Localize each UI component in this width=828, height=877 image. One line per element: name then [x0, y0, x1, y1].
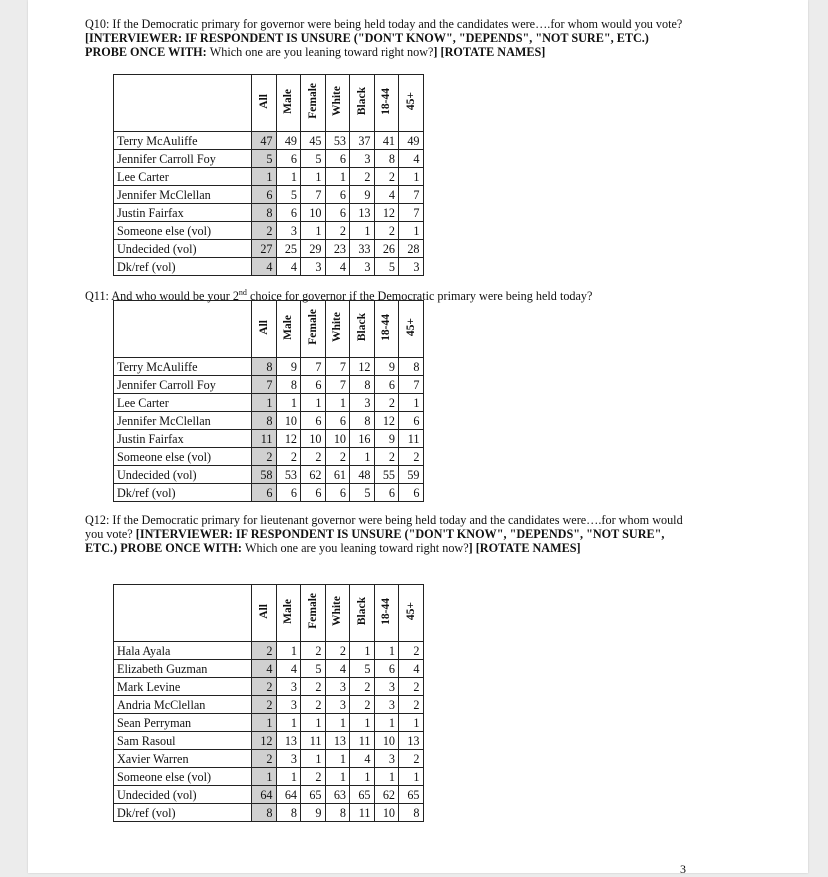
value-cell: 2 — [325, 222, 350, 240]
value-cell: 62 — [374, 786, 399, 804]
value-cell: 6 — [301, 376, 326, 394]
column-header — [301, 75, 326, 132]
value-cell: 2 — [399, 678, 424, 696]
row-label: Jennifer McClellan — [114, 186, 252, 204]
value-cell: 1 — [325, 750, 350, 768]
value-cell: 8 — [252, 804, 277, 822]
column-header — [350, 585, 375, 642]
value-cell: 1 — [399, 714, 424, 732]
column-header-label: 45+ — [404, 601, 417, 621]
value-cell: 1 — [301, 750, 326, 768]
value-cell: 7 — [399, 186, 424, 204]
table-row — [114, 642, 424, 660]
value-cell: 5 — [350, 660, 375, 678]
value-cell: 4 — [350, 750, 375, 768]
value-cell: 9 — [350, 186, 375, 204]
row-label: Jennifer Carroll Foy — [114, 150, 252, 168]
value-cell: 9 — [276, 358, 301, 376]
value-cell: 8 — [276, 376, 301, 394]
value-cell: 12 — [374, 412, 399, 430]
value-cell: 6 — [301, 484, 326, 502]
value-cell: 4 — [399, 150, 424, 168]
column-header — [252, 301, 277, 358]
row-label: Sam Rasoul — [114, 732, 252, 750]
column-header-label: Male — [282, 598, 295, 624]
table-row — [114, 804, 424, 822]
value-cell: 1 — [276, 394, 301, 412]
q10-question: Q10: If the Democratic primary for governor were being held today and the candidates were….for whom would you vote? [INTERVIEWER: IF RESPONDENT IS UNSURE ("DON'T KNOW", "DEPENDS", "NOT SURE", ETC.) PROBE ONCE WITH: Which one are you leaning toward right now?] [ROTATE NAMES] — [85, 17, 683, 59]
value-cell: 11 — [399, 430, 424, 448]
value-cell: 53 — [325, 132, 350, 150]
value-cell: 65 — [350, 786, 375, 804]
value-cell: 3 — [350, 150, 375, 168]
value-cell: 5 — [301, 150, 326, 168]
table-row — [114, 222, 424, 240]
value-cell: 6 — [325, 412, 350, 430]
value-cell: 11 — [301, 732, 326, 750]
value-cell: 5 — [350, 484, 375, 502]
row-label: Sean Perryman — [114, 714, 252, 732]
value-cell: 5 — [276, 186, 301, 204]
table-row — [114, 448, 424, 466]
table-row — [114, 186, 424, 204]
row-label: Dk/ref (vol) — [114, 484, 252, 502]
value-cell: 8 — [325, 804, 350, 822]
value-cell: 11 — [350, 732, 375, 750]
value-cell: 62 — [301, 466, 326, 484]
value-cell: 3 — [301, 258, 326, 276]
value-cell: 6 — [325, 186, 350, 204]
value-cell: 11 — [252, 430, 277, 448]
q11-table — [113, 300, 424, 502]
value-cell: 2 — [301, 678, 326, 696]
value-cell: 5 — [252, 150, 277, 168]
value-cell: 6 — [399, 412, 424, 430]
value-cell: 16 — [350, 430, 375, 448]
value-cell: 33 — [350, 240, 375, 258]
value-cell: 59 — [399, 466, 424, 484]
value-cell: 1 — [325, 168, 350, 186]
row-label: Andria McClellan — [114, 696, 252, 714]
table-row — [114, 768, 424, 786]
value-cell: 1 — [374, 642, 399, 660]
value-cell: 13 — [350, 204, 375, 222]
column-header-label: 18-44 — [380, 87, 393, 115]
value-cell: 10 — [374, 732, 399, 750]
value-cell: 7 — [301, 186, 326, 204]
value-cell: 1 — [325, 394, 350, 412]
column-header-label: White — [331, 311, 344, 343]
value-cell: 8 — [350, 376, 375, 394]
column-header — [276, 75, 301, 132]
value-cell: 1 — [399, 168, 424, 186]
value-cell: 1 — [399, 394, 424, 412]
value-cell: 6 — [301, 412, 326, 430]
value-cell: 6 — [252, 186, 277, 204]
value-cell: 8 — [350, 412, 375, 430]
value-cell: 9 — [301, 804, 326, 822]
row-label: Elizabeth Guzman — [114, 660, 252, 678]
value-cell: 2 — [350, 678, 375, 696]
column-header — [301, 301, 326, 358]
row-label: Undecided (vol) — [114, 240, 252, 258]
value-cell: 2 — [301, 448, 326, 466]
value-cell: 55 — [374, 466, 399, 484]
value-cell: 7 — [301, 358, 326, 376]
value-cell: 4 — [325, 258, 350, 276]
header-blank-cell — [114, 75, 252, 132]
column-header-label: 18-44 — [380, 313, 393, 341]
table-row — [114, 240, 424, 258]
value-cell: 10 — [301, 204, 326, 222]
table-row — [114, 132, 424, 150]
value-cell: 6 — [325, 204, 350, 222]
value-cell: 10 — [301, 430, 326, 448]
value-cell: 1 — [301, 222, 326, 240]
value-cell: 12 — [350, 358, 375, 376]
table-row — [114, 750, 424, 768]
value-cell: 3 — [325, 696, 350, 714]
value-cell: 45 — [301, 132, 326, 150]
row-label: Hala Ayala — [114, 642, 252, 660]
value-cell: 8 — [374, 150, 399, 168]
column-header-label: Black — [355, 312, 368, 342]
value-cell: 3 — [276, 678, 301, 696]
value-cell: 48 — [350, 466, 375, 484]
value-cell: 10 — [325, 430, 350, 448]
value-cell: 3 — [399, 258, 424, 276]
column-header-label: All — [257, 319, 270, 335]
row-label: Jennifer Carroll Foy — [114, 376, 252, 394]
value-cell: 1 — [301, 714, 326, 732]
value-cell: 2 — [399, 696, 424, 714]
q11-question: Q11: And who would be your 2nd choice for governor if the Democratic primary were being held today? — [85, 288, 593, 304]
column-header — [325, 301, 350, 358]
value-cell: 6 — [276, 204, 301, 222]
value-cell: 23 — [325, 240, 350, 258]
column-header-label: Black — [355, 596, 368, 626]
row-label: Someone else (vol) — [114, 768, 252, 786]
value-cell: 64 — [276, 786, 301, 804]
value-cell: 2 — [252, 448, 277, 466]
column-header-label: Female — [306, 83, 319, 119]
value-cell: 2 — [301, 642, 326, 660]
value-cell: 3 — [350, 394, 375, 412]
column-header — [276, 585, 301, 642]
row-label: Xavier Warren — [114, 750, 252, 768]
row-label: Terry McAuliffe — [114, 132, 252, 150]
value-cell: 2 — [399, 750, 424, 768]
column-header — [399, 301, 424, 358]
table-row — [114, 150, 424, 168]
value-cell: 1 — [374, 714, 399, 732]
table-row — [114, 732, 424, 750]
column-header — [276, 301, 301, 358]
value-cell: 3 — [276, 222, 301, 240]
value-cell: 65 — [399, 786, 424, 804]
value-cell: 2 — [276, 448, 301, 466]
value-cell: 11 — [350, 804, 375, 822]
column-header — [350, 301, 375, 358]
value-cell: 1 — [276, 642, 301, 660]
value-cell: 3 — [374, 678, 399, 696]
table-row — [114, 412, 424, 430]
table-row — [114, 376, 424, 394]
value-cell: 2 — [350, 696, 375, 714]
value-cell: 49 — [276, 132, 301, 150]
value-cell: 2 — [301, 696, 326, 714]
value-cell: 53 — [276, 466, 301, 484]
column-header-label: Black — [355, 86, 368, 116]
value-cell: 7 — [325, 376, 350, 394]
table-row — [114, 714, 424, 732]
value-cell: 2 — [252, 222, 277, 240]
column-header — [350, 75, 375, 132]
value-cell: 2 — [325, 642, 350, 660]
value-cell: 9 — [374, 430, 399, 448]
value-cell: 6 — [399, 484, 424, 502]
value-cell: 61 — [325, 466, 350, 484]
column-header — [374, 585, 399, 642]
value-cell: 13 — [325, 732, 350, 750]
row-label: Undecided (vol) — [114, 466, 252, 484]
column-header — [399, 585, 424, 642]
value-cell: 1 — [399, 222, 424, 240]
value-cell: 2 — [350, 168, 375, 186]
value-cell: 63 — [325, 786, 350, 804]
table-row — [114, 168, 424, 186]
value-cell: 12 — [374, 204, 399, 222]
value-cell: 8 — [399, 804, 424, 822]
value-cell: 7 — [399, 376, 424, 394]
value-cell: 2 — [374, 222, 399, 240]
value-cell: 64 — [252, 786, 277, 804]
value-cell: 8 — [252, 412, 277, 430]
value-cell: 3 — [374, 750, 399, 768]
value-cell: 49 — [399, 132, 424, 150]
value-cell: 7 — [399, 204, 424, 222]
value-cell: 1 — [252, 168, 277, 186]
value-cell: 2 — [252, 696, 277, 714]
value-cell: 6 — [252, 484, 277, 502]
value-cell: 1 — [301, 168, 326, 186]
column-header — [374, 301, 399, 358]
value-cell: 2 — [399, 448, 424, 466]
value-cell: 5 — [301, 660, 326, 678]
value-cell: 1 — [374, 768, 399, 786]
value-cell: 6 — [276, 150, 301, 168]
value-cell: 1 — [276, 168, 301, 186]
value-cell: 2 — [374, 168, 399, 186]
row-label: Dk/ref (vol) — [114, 804, 252, 822]
value-cell: 3 — [325, 678, 350, 696]
row-label: Someone else (vol) — [114, 222, 252, 240]
value-cell: 12 — [252, 732, 277, 750]
value-cell: 7 — [325, 358, 350, 376]
value-cell: 1 — [276, 714, 301, 732]
column-header — [301, 585, 326, 642]
table-row — [114, 258, 424, 276]
value-cell: 3 — [350, 258, 375, 276]
column-header-label: 18-44 — [380, 597, 393, 625]
row-label: Jennifer McClellan — [114, 412, 252, 430]
value-cell: 13 — [399, 732, 424, 750]
page-number: 3 — [680, 862, 686, 876]
header-blank-cell — [114, 585, 252, 642]
column-header-label: Female — [306, 309, 319, 345]
value-cell: 6 — [374, 660, 399, 678]
value-cell: 4 — [374, 186, 399, 204]
value-cell: 4 — [252, 660, 277, 678]
column-header — [252, 585, 277, 642]
value-cell: 28 — [399, 240, 424, 258]
value-cell: 4 — [325, 660, 350, 678]
row-label: Terry McAuliffe — [114, 358, 252, 376]
q12-table — [113, 584, 424, 822]
column-header — [325, 585, 350, 642]
value-cell: 6 — [276, 484, 301, 502]
value-cell: 6 — [325, 150, 350, 168]
value-cell: 2 — [252, 750, 277, 768]
column-header-label: White — [331, 85, 344, 117]
row-label: Undecided (vol) — [114, 786, 252, 804]
row-label: Justin Fairfax — [114, 204, 252, 222]
value-cell: 2 — [252, 642, 277, 660]
table-row — [114, 678, 424, 696]
value-cell: 3 — [276, 750, 301, 768]
value-cell: 5 — [374, 258, 399, 276]
value-cell: 1 — [252, 714, 277, 732]
column-header-label: Male — [282, 314, 295, 340]
column-header — [399, 75, 424, 132]
value-cell: 65 — [301, 786, 326, 804]
value-cell: 2 — [374, 394, 399, 412]
column-header-label: All — [257, 93, 270, 109]
value-cell: 12 — [276, 430, 301, 448]
value-cell: 2 — [252, 678, 277, 696]
value-cell: 8 — [399, 358, 424, 376]
value-cell: 1 — [276, 768, 301, 786]
value-cell: 27 — [252, 240, 277, 258]
value-cell: 37 — [350, 132, 375, 150]
table-row — [114, 786, 424, 804]
column-header — [252, 75, 277, 132]
column-header-label: All — [257, 603, 270, 619]
header-blank-cell — [114, 301, 252, 358]
value-cell: 1 — [301, 394, 326, 412]
value-cell: 1 — [252, 768, 277, 786]
table-row — [114, 204, 424, 222]
table-row — [114, 466, 424, 484]
row-label: Mark Levine — [114, 678, 252, 696]
value-cell: 2 — [399, 642, 424, 660]
column-header-label: White — [331, 595, 344, 627]
value-cell: 8 — [276, 804, 301, 822]
value-cell: 29 — [301, 240, 326, 258]
q10-table — [113, 74, 424, 276]
column-header-label: Female — [306, 593, 319, 629]
column-header-label: 45+ — [404, 91, 417, 111]
value-cell: 1 — [252, 394, 277, 412]
value-cell: 58 — [252, 466, 277, 484]
row-label: Lee Carter — [114, 394, 252, 412]
value-cell: 1 — [325, 768, 350, 786]
value-cell: 1 — [350, 448, 375, 466]
table-row — [114, 430, 424, 448]
value-cell: 1 — [350, 768, 375, 786]
value-cell: 4 — [252, 258, 277, 276]
value-cell: 2 — [374, 448, 399, 466]
value-cell: 25 — [276, 240, 301, 258]
value-cell: 1 — [350, 714, 375, 732]
value-cell: 6 — [374, 376, 399, 394]
value-cell: 1 — [325, 714, 350, 732]
column-header-label: 45+ — [404, 317, 417, 337]
value-cell: 4 — [399, 660, 424, 678]
value-cell: 10 — [374, 804, 399, 822]
table-row — [114, 696, 424, 714]
row-label: Dk/ref (vol) — [114, 258, 252, 276]
table-row — [114, 660, 424, 678]
value-cell: 6 — [374, 484, 399, 502]
value-cell: 3 — [374, 696, 399, 714]
value-cell: 9 — [374, 358, 399, 376]
value-cell: 8 — [252, 358, 277, 376]
value-cell: 13 — [276, 732, 301, 750]
table-row — [114, 484, 424, 502]
value-cell: 1 — [350, 222, 375, 240]
value-cell: 41 — [374, 132, 399, 150]
value-cell: 2 — [325, 448, 350, 466]
value-cell: 47 — [252, 132, 277, 150]
column-header — [374, 75, 399, 132]
value-cell: 10 — [276, 412, 301, 430]
value-cell: 6 — [325, 484, 350, 502]
row-label: Someone else (vol) — [114, 448, 252, 466]
value-cell: 7 — [252, 376, 277, 394]
row-label: Justin Fairfax — [114, 430, 252, 448]
column-header — [325, 75, 350, 132]
q12-question: Q12: If the Democratic primary for lieutenant governor were being held today and the candidates were….for whom would you vote? [INTERVIEWER: IF RESPONDENT IS UNSURE ("DON'T KNOW", "DEPENDS", "NOT SURE", ETC.) PROBE ONCE WITH: Which one are you leaning toward right now?] [ROTATE NAMES] — [85, 513, 683, 555]
row-label: Lee Carter — [114, 168, 252, 186]
value-cell: 26 — [374, 240, 399, 258]
value-cell: 4 — [276, 660, 301, 678]
value-cell: 8 — [252, 204, 277, 222]
table-row — [114, 394, 424, 412]
value-cell: 1 — [399, 768, 424, 786]
value-cell: 4 — [276, 258, 301, 276]
table-row — [114, 358, 424, 376]
value-cell: 1 — [350, 642, 375, 660]
column-header-label: Male — [282, 88, 295, 114]
value-cell: 2 — [301, 768, 326, 786]
value-cell: 3 — [276, 696, 301, 714]
